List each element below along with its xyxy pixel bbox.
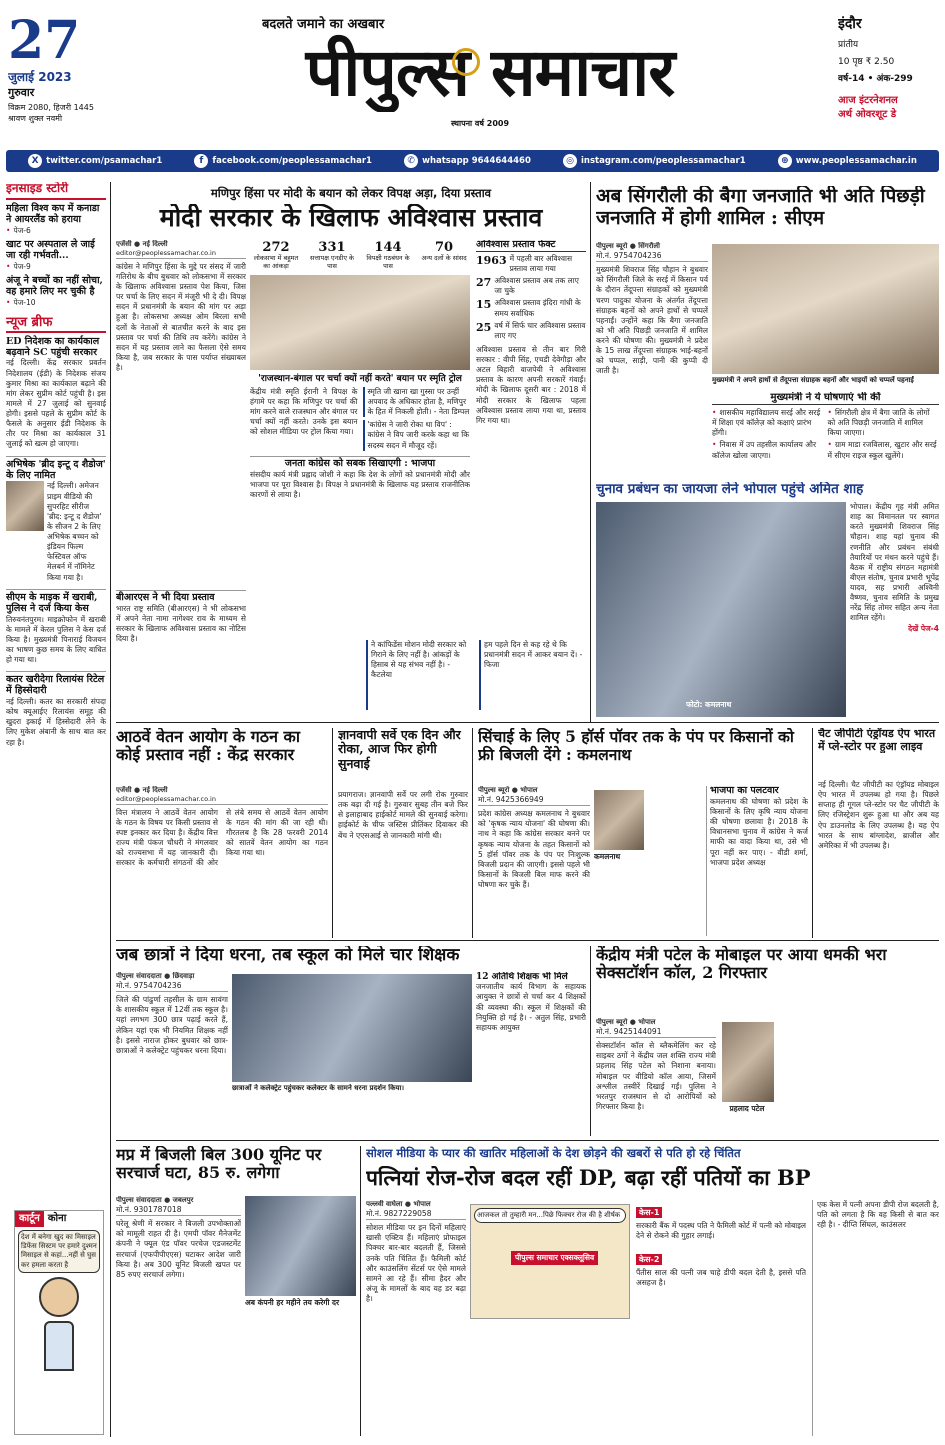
dp-case-label: केस-1 bbox=[636, 1207, 662, 1218]
lead-sub3-head: बीआरएस ने भी दिया प्रस्ताव bbox=[116, 590, 246, 604]
students-caption: छात्राओं ने कलेक्ट्रेट पहुंचकर कलेक्टर के सामने धरना प्रदर्शन किया। bbox=[232, 1084, 404, 1092]
inside-item-page: • पेज-6 bbox=[6, 226, 106, 236]
baiga-byline: पीपुल्स ब्यूरो ● सिंगरौली bbox=[596, 242, 660, 250]
dp-cartoon bbox=[470, 1204, 630, 1319]
brief-body: तिरुवनंतपुरम। माइक्रोफोन में खराबी के मामले में केरल पुलिस ने केस दर्ज किया है। मुख्यमंत्री पिनाराई विजयन का भाषण कुछ समय के लिए बाधित हो गया था। bbox=[6, 614, 106, 665]
fact-text: अविश्वास प्रस्ताव अब तक लाए जा चुके bbox=[494, 276, 579, 296]
dp-case bbox=[636, 1247, 806, 1288]
baiga-photo bbox=[712, 244, 939, 374]
brief-head: ED निदेशक का कार्यकाल बढ़वाने SC पहुंची सरकार bbox=[6, 335, 100, 358]
promo-line2: अर्थ ओवरशूट डे bbox=[838, 109, 897, 120]
fact-box bbox=[476, 240, 586, 580]
cartoon-figure-icon bbox=[39, 1277, 79, 1317]
fact-row bbox=[476, 321, 586, 341]
kamalnath-photo-label: कमलनाथ bbox=[594, 852, 621, 861]
dp-case-label: केस-2 bbox=[636, 1254, 662, 1265]
fact-extra: अविश्वास प्रस्ताव से तीन बार गिरी सरकार : वीपी सिंह, एचडी देवेगौड़ा और अटल बिहारी वाजपेयी ने अविश्वास प्रस्ताव के कारण अपनी सरकारें गंवाईं। मोदी के खिलाफ दूसरी बार : 2018 में मोदी सरकार के खिलाफ पहला अविश्वास प्रस्ताव लाया गया था, प्रस्ताव गिर गया था। bbox=[476, 344, 586, 425]
dp-headline: पत्नियां रोज-रोज बदल रहीं DP, बढ़ा रहीं पतियों का BP bbox=[366, 1166, 811, 1190]
kamalnath-side-title: भाजपा का पलटवार bbox=[710, 786, 779, 796]
baiga-mobile: मो.नं. 9754704236 bbox=[596, 251, 708, 262]
promo-line1: आज इंटरनेशनल bbox=[838, 95, 898, 106]
baiga-announce bbox=[712, 408, 939, 478]
gyanvapi-headline: ज्ञानवापी सर्वे एक दिन और रोका, आज फिर होगी सुनवाई bbox=[338, 728, 461, 771]
stat-label: अन्य दलों के सांसद bbox=[421, 254, 467, 262]
lead-body: कांग्रेस ने मणिपुर हिंसा के मुद्दे पर संसद में जारी गतिरोध के बीच बुधवार को लोकसभा में सरकार के खिलाफ अविश्वास प्रस्ताव पेश किया, जिस पर चर्चा के लिए सदन में मंजूरी भी दे दी। विपक्ष सदन में प्रधानमंत्री के बयान की मांग पर अड़ा हुआ है। लोकसभा अध्यक्ष ओम बिरला सभी दलों के नेताओं से बातचीत करने के बाद इस प्रस्ताव पर चर्चा की तिथि तय करेंगे। कांग्रेस ने सदन में यह प्रस्ताव लाने का फैसला ऐसे समय किया है, जब सरकार के पास पर्याप्त संख्याबल है। bbox=[116, 261, 246, 373]
dp-cartoon-text: आजकल तो तुम्हारी मन...पिछे फिक्चर रोज की है शीर्षक bbox=[474, 1208, 626, 1223]
kamalnath-side bbox=[706, 786, 808, 936]
patel-photo bbox=[722, 1022, 774, 1102]
lead-byline: एजेंसी ● नई दिल्ली bbox=[116, 240, 168, 248]
inside-title: इनसाइड स्टोरी bbox=[6, 182, 106, 200]
lead-headline: मोदी सरकार के खिलाफ अविश्वास प्रस्ताव bbox=[159, 204, 543, 232]
inside-item[interactable] bbox=[6, 204, 106, 236]
facebook-icon: f bbox=[194, 154, 208, 168]
tagline: बदलते जमाने का अखबार bbox=[262, 17, 385, 32]
social-facebook[interactable] bbox=[194, 154, 372, 168]
eighth-pay-email[interactable]: editor@peoplessamachar.co.in bbox=[116, 795, 328, 805]
dp-cases bbox=[636, 1200, 806, 1436]
dp-case bbox=[636, 1200, 806, 1241]
cartoon-body-icon bbox=[44, 1321, 74, 1371]
chatgpt-body: नई दिल्ली। चैट जीपीटी का एंड्रॉयड मोबाइल ऐप भारत में उपलब्ध हो गया है। पिछले सप्ताह ही गूगल प्ले-स्टोर पर चैट जीपीटी के लिए रजिस्ट्रेशन शुरू हुआ था और अब यह ऐप डाउनलोड के लिए उपलब्ध है। यह ऐप भारत के साथ बांग्लादेश, ब्राजील और अमेरिका में भी उपलब्ध है। bbox=[818, 780, 939, 850]
social-twitter-label: twitter.com/psamachar1 bbox=[46, 156, 163, 166]
fact-title: अविश्वास प्रस्ताव फेक्ट bbox=[476, 240, 586, 252]
fact-text: अविश्वास प्रस्ताव इंदिरा गांधी के समय सर्वाधिक bbox=[494, 298, 581, 318]
patel-byline: पीपुल्स ब्यूरो ● भोपाल bbox=[596, 1018, 656, 1026]
cartoon-title: कार्टून bbox=[15, 1211, 44, 1227]
brief-item bbox=[6, 671, 106, 747]
students-sub-body: जनजातीय कार्य विभाग के सहायक आयुक्त ने छात्रों से चर्चा कर 4 शिक्षकों की व्यवस्था की। स्कूल में शिक्षकों की नियुक्ति हो गई है। - अतुल सिंह, प्रभारी सहायक आयुक्त bbox=[476, 982, 586, 1032]
lead-stat bbox=[250, 240, 302, 271]
social-whatsapp[interactable] bbox=[404, 154, 531, 168]
stat-num: 144 bbox=[374, 240, 402, 255]
fact-num: 1963 bbox=[476, 253, 507, 267]
lead-sub2-head: जनता कांग्रेस को सबक सिखाएगी : भाजपा bbox=[250, 456, 470, 470]
fact-num: 15 bbox=[476, 298, 492, 312]
shah-body: भोपाल। केंद्रीय गृह मंत्री अमित शाह का विमानतल पर स्वागत करते मुख्यमंत्री शिवराज सिंह चौहान। शाह यहां चुनाव की रणनीति और प्रबंधन संबंधी तैयारियों पर मंथन करने पहुंचे हैं। बैठक में राष्ट्रीय संगठन महामंत्री बीएल संतोष, चुनाव प्रभारी भूपेंद्र यादव, सह प्रभारी अश्विनी वैष्णव, चुनाव समिति के प्रमुख नरेंद्र सिंह तोमर सहित अन्य नेता शामिल रहेंगे। bbox=[850, 502, 939, 623]
baiga-headline: अब सिंगरौली की बैगा जनजाति भी अति पिछड़ी जनजाति में होगी शामिल : सीएम bbox=[596, 186, 925, 229]
cartoon-box bbox=[14, 1210, 104, 1435]
whatsapp-icon: ✆ bbox=[404, 154, 418, 168]
tweet-2: 'कांग्रेस ने जारी रोका था विप' : कांग्रेस ने विप जारी करके कहा था कि सदस्य सदन में मौजूद रहें। bbox=[363, 420, 471, 450]
cartoon-caption: देश में बनेगा खुद का मिसाइल डिफेंस सिस्टम पर हमारे दुश्मन मिसाइल से कहां...नहीं से घुस कर हमला करता है bbox=[18, 1230, 100, 1274]
dp-byline: पल्लवी वाघेला ● भोपाल bbox=[366, 1200, 431, 1208]
patel-body: सेक्सटॉर्शन कॉल से ब्लैकमेलिंग कर रहे साइबर ठगों ने केंद्रीय जल शक्ति राज्य मंत्री प्रहलाद सिंह पटेल को निशाना बनाया। मोबाइल पर वीडियो कॉल आया, जिसमें अश्लील तस्वीरें दिखाई गईं। पुलिस ने भरतपुर राजस्थान से दो आरोपियों को गिरफ्तार किया है। bbox=[596, 1041, 716, 1111]
brief-body: नई दिल्ली। अमेजन प्राइम वीडियो की सुपरहिट सीरीज 'ब्रीद: इन्टू द शैडोज' के सीजन 2 के लिए अभिषेक बच्चन को इंडियन फिल्म फेस्टिवल ऑफ मेलबर्न में नॉमिनेट किया गया है। bbox=[47, 481, 102, 582]
logo-emblem-icon bbox=[452, 48, 480, 76]
lead-sub3-body: भारत राष्ट्र समिति (बीआरएस) ने भी लोकसभा में अपने नेता नामा नागेश्वर राव के माध्यम से सरकार के खिलाफ अविश्वास प्रस्ताव का नोटिस दिया है। bbox=[116, 603, 246, 644]
brief-body: नई दिल्ली। कतर का सरकारी संपदा कोष क्यूआईए रिलायंस समूह की खुदरा इकाई में हिस्सेदारी लेने के लिए मुकेश अंबानी के साथ बात कर रहा है। bbox=[6, 697, 106, 747]
kamalnath-photo bbox=[594, 790, 644, 850]
shah-credit: फोटो: कमलनाथ bbox=[686, 700, 732, 709]
kamalnath-side-body: कमलनाथ की घोषणा को प्रदेश के किसानों के लिए कृषि न्याय योजना की घोषणा छलावा है। 2018 के विधानसभा चुनाव में कांग्रेस ने कर्ज माफी का वादा किया था, उसे भी पूरा नहीं कर पाए। - वीडी शर्मा, भाजपा प्रदेश अध्यक्ष bbox=[710, 796, 808, 867]
samvat: विक्रम 2080, हिजरी 1445 bbox=[8, 103, 94, 112]
inside-item[interactable] bbox=[6, 240, 106, 272]
bijli-byline: पीपुल्स संवाददाता ● जबलपुर bbox=[116, 1196, 194, 1204]
fact-text: में पहली बार अविश्वास प्रस्ताव लाया गया bbox=[509, 253, 573, 274]
shah-photo bbox=[596, 502, 846, 717]
dp-case-text: सरकारी बैंक में पदस्थ पति ने फैमिली कोर्ट में पत्नी को मोबाइल देने से रोकने की गुहार लगाई। bbox=[636, 1221, 806, 1241]
bijli-body: घरेलू श्रेणी में सरकार ने बिजली उपभोक्ताओं को मामूली राहत दी है। एमपी पॉवर मैनेजमेंट कंपनी ने फ्यूल एंड पॉवर परचेज एडजस्टमेंट सरचार्ज (एफपीपीएएस) घटाकर आदेश जारी किया है। अब 300 यूनिट बिजली खपत पर 85 रुपए सरचार्ज लगेगा। bbox=[116, 1219, 241, 1279]
lead-email[interactable]: editor@peoplessamachar.co.in bbox=[116, 249, 246, 259]
social-facebook-label: facebook.com/peoplessamachar1 bbox=[212, 156, 372, 166]
weekday: गुरुवार bbox=[8, 86, 35, 99]
social-bar bbox=[6, 150, 939, 172]
announce-item: • सिंगरौली क्षेत्र में बैगा जाति के लोगों को अति पिछड़ी जनजाति में शामिल किया जाएगा। bbox=[828, 408, 940, 438]
chatgpt-headline: चैट जीपीटी एंड्रॉयड ऐप भारत में प्ले-स्टोर पर हुआ लाइव bbox=[818, 728, 936, 753]
students-body: जिले की पांढुर्णा तहसील के ग्राम सावंगा के शासकीय स्कूल में 12वीं तक स्कूल है। यहां लगभग 300 छात्र पढ़ाई करते हैं, लेकिन यहां एक भी नियमित शिक्षक नहीं है। इससे नाराज होकर बुधवार को छात्र-छात्राओं ने कलेक्ट्रेट पहुंचकर धरना दिया। bbox=[116, 995, 228, 1055]
brief-head: सीएम के माइक में खराबी, पुलिस ने दर्ज किया केस bbox=[6, 591, 98, 614]
lead-sub1-head: 'राजस्थान-बंगाल पर चर्चा क्यों नहीं करते' बयान पर स्मृति ट्रोल bbox=[258, 373, 462, 384]
instagram-icon: ◎ bbox=[563, 154, 577, 168]
announce-item: • ग्राम माडा रजविलास, खुटार और सरई में सीएम राइज स्कूल खुलेंगे। bbox=[828, 440, 940, 460]
lead-stat bbox=[306, 240, 358, 271]
founded: स्थापना वर्ष 2009 bbox=[450, 119, 510, 128]
eighth-pay-byline: एजेंसी ● नई दिल्ली bbox=[116, 786, 168, 794]
stat-label: सत्तापक्ष एनडीए के पास bbox=[309, 254, 354, 270]
students-sub-head: 12 अतिथि शिक्षक भी मिले bbox=[476, 972, 568, 982]
baiga-body: मुख्यमंत्री शिवराज सिंह चौहान ने बुधवार को सिंगरौली जिले के सरई में किसान पर्व के दौरान तेंदूपत्ता संग्राहकों को मुख्यमंत्री चरण पादुका योजना के अंतर्गत तेंदूपत्ता संग्राहक बहनों को अपने हाथों से चप्पलें पहनाईं। उन्होंने कहा कि बैगा जनजाति को भी अति पिछड़ी जनजाति में शामिल करने की घोषणा की। मुख्यमंत्री ने प्रदेश के 15 लाख तेंदूपत्ता संग्राहक भाई-बहनों को चप्पल, साड़ी, पानी की कुप्पी दी जाती है। bbox=[596, 265, 708, 376]
kamalnath-text bbox=[478, 786, 590, 936]
kamalnath-byline: पीपुल्स ब्यूरो ● भोपाल bbox=[478, 786, 538, 794]
social-instagram-label: instagram.com/peoplessamachar1 bbox=[581, 156, 746, 166]
baiga-caption: मुख्यमंत्री ने अपने हाथों से तेंदूपत्ता संग्राहक बहनों और भाइयों को चप्पलें पहनाईं bbox=[712, 376, 914, 384]
year-issue: वर्ष-14 • अंक-299 bbox=[838, 74, 913, 84]
bijli-mobile: मो.नं. 9301787018 bbox=[116, 1205, 241, 1216]
power-tower-photo bbox=[245, 1196, 356, 1296]
tweet-4: हम पहले दिन से कह रहे थे कि प्रधानमंत्री सदन में आकर बयान दें। - फिजा bbox=[479, 640, 586, 710]
dp-mobile: मो.नं. 9827229058 bbox=[366, 1209, 466, 1220]
kamalnath-mobile: मो.नं. 9425366949 bbox=[478, 795, 590, 806]
date-block bbox=[8, 14, 128, 144]
lead-sub2-body: संसदीय कार्य मंत्री प्रह्लाद जोशी ने कहा कि देश के लोगों को प्रधानमंत्री मोदी और भाजपा पर पूरा विश्वास है। विपक्ष ने प्रधानमंत्री के खिलाफ यह प्रस्ताव राजनीतिक कारणों से लाया है। bbox=[250, 469, 470, 499]
brief-item bbox=[6, 589, 106, 665]
brief-item bbox=[6, 456, 106, 583]
news-brief-title: न्यूज ब्रीफ bbox=[6, 316, 106, 333]
brief-item bbox=[6, 337, 106, 450]
lead-tweets bbox=[366, 640, 586, 710]
patel-photo-label: प्रहलाद पटेल bbox=[729, 1104, 765, 1113]
newspaper-logo: पीपुल्स समाचार bbox=[305, 33, 675, 111]
abhishek-photo bbox=[6, 481, 44, 531]
patel-headline: केंद्रीय मंत्री पटेल के मोबाइल पर आया धमकी भरा सेक्सटॉर्शन कॉल, 2 गिरफ्तार bbox=[596, 946, 887, 983]
cartoon-sub: कोना bbox=[47, 1213, 67, 1224]
inside-item-page: • पेज-9 bbox=[6, 262, 106, 272]
tweet-1: स्मृति जी खाना खा गुस्सा पर उन्हीं अपवाद के अधिकार होता है, मणिपुर के हित में निकली होती। - नेता डिम्पल bbox=[363, 387, 471, 417]
inside-item-text: महिला विश्व कप में कनाडा ने आयरलैंड को हराया bbox=[6, 202, 100, 225]
lead-main bbox=[250, 240, 470, 640]
bijli-text bbox=[116, 1196, 241, 1436]
stat-label: लोकसभा में बहुमत का आंकड़ा bbox=[253, 254, 299, 270]
x-icon: X bbox=[28, 154, 42, 168]
stat-label: विपक्षी गठबंधन के पास bbox=[366, 254, 410, 270]
shah-text bbox=[850, 502, 939, 717]
date-day: 27 bbox=[8, 14, 81, 71]
fact-num: 25 bbox=[476, 320, 492, 334]
social-website-label: www.peoplessamachar.in bbox=[795, 156, 917, 166]
lead-stat bbox=[418, 240, 470, 271]
parliament-photo bbox=[250, 275, 470, 370]
students-photo bbox=[232, 974, 472, 1082]
stat-num: 331 bbox=[318, 240, 346, 255]
announce-item: • शासकीय महाविद्यालय सरई और सरई में शिक्षा एवं कॉलेज़ को कक्षाएं प्रारंभ होंगी। bbox=[712, 408, 824, 438]
students-text bbox=[116, 972, 228, 1137]
edition-box bbox=[838, 14, 942, 144]
patel-mobile: मो.नं. 9425144091 bbox=[596, 1027, 716, 1038]
tweet-3: ने कांफिडेंस मोशन मोदी सरकार को गिराने के लिए नहीं है। आंकड़ों के हिसाब से यह संभव नहीं है। - कैटलेया bbox=[366, 640, 473, 710]
bijli-caption: अब कंपनी हर महीने तय करेगी दर bbox=[245, 1298, 340, 1307]
dp-kicker: सोशल मीडिया के प्यार की खातिर महिलाओं के देश छोड़ने की खबरों से पति हो रहे चिंतित bbox=[366, 1146, 741, 1160]
lead-stat bbox=[362, 240, 414, 271]
announce-item: • निवास में उप तहसील कार्यालय और कॉलेज खोला जाएगा। bbox=[712, 440, 824, 460]
shah-more[interactable]: देखें पेज-4 bbox=[908, 623, 939, 633]
baiga-announce-title: मुख्यमंत्री ने ये घोषणाएं भी कीं bbox=[712, 392, 939, 405]
brief-head: कतर खरीदेगा रिलायंस रिटेल में हिस्सेदारी bbox=[6, 674, 105, 697]
lead-col-left bbox=[116, 240, 246, 560]
social-whatsapp-label: whatsapp 9644644460 bbox=[422, 156, 531, 166]
eighth-pay-body: वित्त मंत्रालय ने आठवें वेतन आयोग के गठन के विषय पर किसी प्रस्ताव से स्पष्ट इनकार कर दिया है। केंद्रीय वित्त राज्य मंत्री पंकज चौधरी ने मंगलवार को राज्यसभा में यह जानकारी दी। सरकार के कर्मचारी संगठनों की ओर से लंबे समय से आठवें वेतन आयोग के गठन की मांग की जा रही थी। गौरतलब है कि 28 फरवरी 2014 को सातवें वेतन आयोग का गठन किया गया था। bbox=[116, 807, 328, 868]
eighth-pay-headline: आठवें वेतन आयोग के गठन का कोई प्रस्ताव नहीं : केंद्र सरकार bbox=[116, 728, 300, 765]
lead-kicker: मणिपुर हिंसा पर मोदी के बयान को लेकर विपक्ष अड़ा, दिया प्रस्ताव bbox=[210, 186, 492, 200]
dp-badge: पीपुल्स समाचार एक्सक्लूसिव bbox=[511, 1251, 598, 1265]
fact-text: वर्ष में सिर्फ चार अविश्वास प्रस्ताव लाए गए bbox=[494, 320, 586, 340]
baiga-text bbox=[596, 242, 708, 482]
brief-body: नई दिल्ली। केंद्र सरकार प्रवर्तन निदेशालय (ईडी) के निदेशक संजय कुमार मिश्रा का कार्यकाल बढ़ाने की मांग लेकर सुप्रीम कोर्ट पहुंची है। इस मामले में 27 जुलाई को सुनवाई होगी। इससे पहले के सुप्रीम कोर्ट के फैसले के अनुसार ईडी निदेशक के तौर पर मिश्रा का कार्यकाल 31 जुलाई को खत्म हो जाएगा। bbox=[6, 358, 106, 449]
fact-row bbox=[476, 298, 586, 318]
fact-row bbox=[476, 276, 586, 296]
tithi: श्रावण शुक्ल नवमी bbox=[8, 114, 63, 123]
edition: प्रांतीय bbox=[838, 40, 859, 50]
stat-num: 272 bbox=[262, 240, 290, 255]
kamalnath-headline: सिंचाई के लिए 5 हॉर्स पॉवर तक के पंप पर किसानों को फ्री बिजली देंगे : कमलनाथ bbox=[478, 728, 794, 764]
shah-headline: चुनाव प्रबंधन का जायजा लेने भोपाल पहुंचे अमित शाह bbox=[596, 482, 864, 497]
fact-num: 27 bbox=[476, 276, 492, 290]
dp-text bbox=[366, 1200, 466, 1436]
lead-sub1-body: केंद्रीय मंत्री स्मृति ईरानी ने विपक्ष के हंगामे पर कहा कि मणिपुर पर चर्चा की मांग करने वाले राजस्थान और बंगाल पर चर्चा क्यों नहीं करते। उनके इस बयान को सोशल मीडिया पर ट्रोल किया गया। bbox=[250, 386, 358, 437]
inside-item[interactable] bbox=[6, 276, 106, 308]
inside-item-text: अंजू ने बच्चों का नहीं सोचा, वह हमारे लिए मर चुकी है bbox=[6, 274, 103, 297]
city: इंदौर bbox=[838, 16, 862, 32]
fact-row bbox=[476, 254, 586, 274]
stat-num: 70 bbox=[434, 240, 454, 255]
globe-icon: ⊕ bbox=[778, 154, 792, 168]
pages-price: 10 पृष्ठ ₹ 2.50 bbox=[838, 57, 895, 67]
lead-sub3 bbox=[116, 590, 246, 720]
inside-item-text: खाट पर अस्पताल ले जाई जा रही गर्भवती... bbox=[6, 238, 95, 261]
inside-item-page: • पेज-10 bbox=[6, 298, 106, 308]
social-instagram[interactable] bbox=[563, 154, 746, 168]
social-website[interactable] bbox=[778, 154, 917, 168]
masthead bbox=[0, 0, 945, 148]
dp-quote: एक केस में पत्नी अपना डीपी रोज बदलती है, पति को लगता है कि वह किसी से बात कर रही है। - दीप्ति सिंघल, काउंसलर bbox=[812, 1200, 939, 1436]
dp-body: सोशल मीडिया पर इन दिनों महिलाएं खासी एक्टिव हैं। महिलाएं प्रोफाइल पिक्चर बार-बार बदलती हैं, जिससे उनके पति चिंतित हैं। फैमिली कोर्ट और काउंसलिंग सेंटर्स पर ऐसे मामले सामने आ रहे हैं। सीमा हैदर और अंजू के मामलों के बाद यह डर बढ़ा है। bbox=[366, 1223, 466, 1303]
patel-text bbox=[596, 1018, 716, 1138]
students-headline: जब छात्रों ने दिया धरना, तब स्कूल को मिले चार शिक्षक bbox=[116, 946, 460, 965]
dp-case-text: पैंतीस साल की पत्नी जब चाहे डीपी बदल देती है, इससे पति असहज है। bbox=[636, 1268, 806, 1288]
date-month: जुलाई 2023 bbox=[8, 70, 72, 84]
gyanvapi-body: प्रयागराज। ज्ञानवापी सर्वे पर लगी रोक गुरुवार तक बढ़ा दी गई है। गुरुवार सुबह तीन बजे फिर से इलाहाबाद हाईकोर्ट मामले की सुनवाई करेगा। हाईकोर्ट के चीफ जस्टिस प्रीतिंकर दिवाकर की बेंच ने एएसआई से जानकारी मांगी थी। bbox=[338, 790, 468, 840]
students-mobile: मो.नं. 9754704236 bbox=[116, 981, 228, 992]
bijli-headline: मप्र में बिजली बिल 300 यूनिट पर सरचार्ज घटा, 85 रु. लगेगा bbox=[116, 1146, 322, 1183]
social-twitter[interactable] bbox=[28, 154, 162, 168]
students-side bbox=[476, 972, 586, 1137]
students-byline: पीपुल्स संवाददाता ● छिंदवाड़ा bbox=[116, 972, 195, 980]
brief-head: अभिषेक 'ब्रीद इन्टू द शैडोज' के लिए नामित bbox=[6, 458, 106, 481]
kamalnath-body: प्रदेश कांग्रेस अध्यक्ष कमलनाथ ने बुधवार को 'कृषक न्याय योजना' की घोषणा की। नाथ ने कहा कि कांग्रेस सरकार बनने पर कृषक न्याय योजना के तहत किसानों को 5 हॉर्स पॉवर तक के पंप पर निःशुल्क बिजली प्रदान की जाएगी। इससे पहले भी किसानों के बिजली बिल माफ करने की घोषणा कर चुके हैं। bbox=[478, 809, 590, 889]
eighth-pay-text bbox=[116, 786, 328, 936]
